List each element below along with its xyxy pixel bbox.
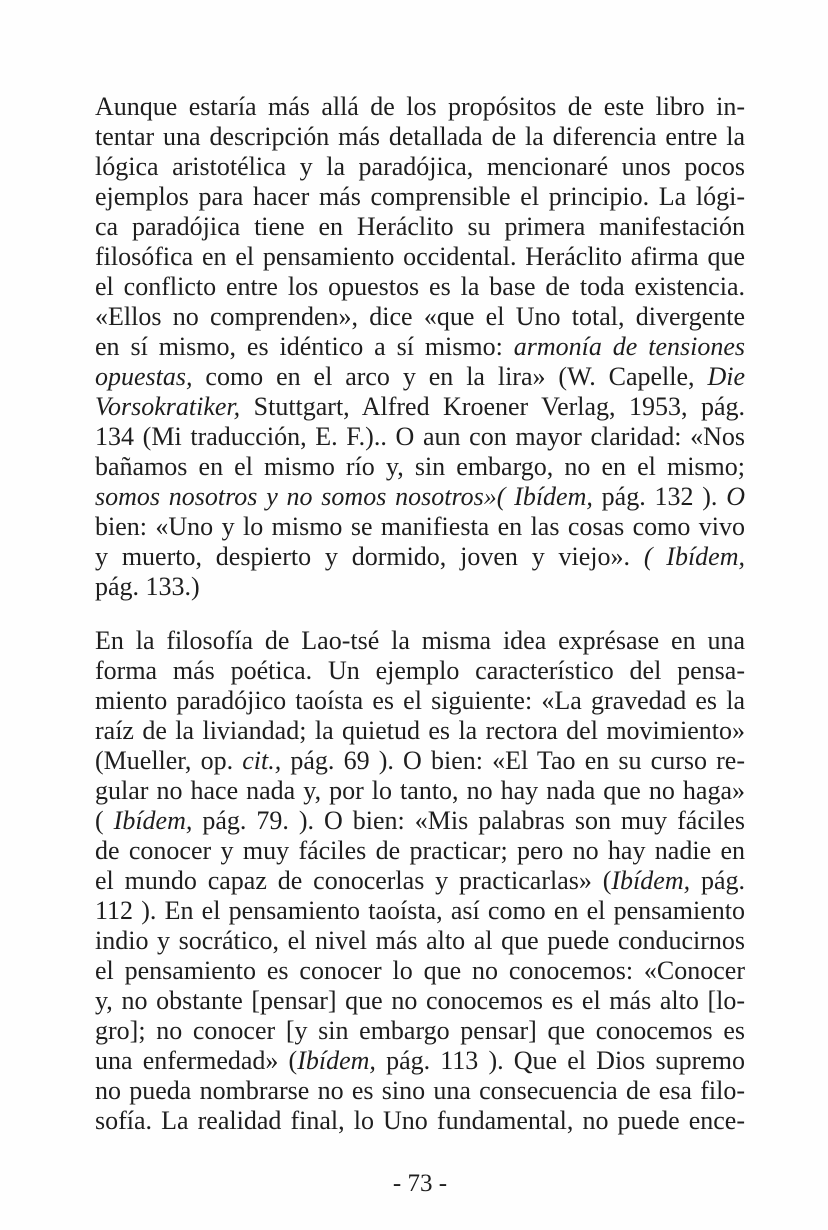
- text-line: [95, 716, 745, 746]
- regular-text: pág. 69 ). O bien: «El Tao en su curso re-: [281, 746, 745, 775]
- regular-text: pág. 133.): [95, 572, 200, 601]
- paragraph: [95, 92, 745, 602]
- italic-text: Ibídem,: [113, 806, 193, 835]
- regular-text: raíz de la liviandad; la quietud es la rectora del movimiento»: [95, 716, 745, 745]
- regular-text: filosófica en el pensamiento occidental. Heráclito afirma que: [95, 242, 745, 271]
- text-line: [95, 182, 745, 212]
- text-line: [95, 776, 745, 806]
- regular-text: de conocer y muy fáciles de practicar; pero no hay nadie en: [95, 836, 745, 865]
- text-line: [95, 926, 745, 956]
- page-number: - 73 -: [392, 1170, 448, 1197]
- text-line: [95, 452, 745, 482]
- regular-text: en sí mismo, es idéntico a sí mismo:: [95, 332, 514, 361]
- text-line: [95, 626, 745, 656]
- regular-text: pág. 113 ). Que el Dios supremo: [375, 1046, 745, 1075]
- text-line: [95, 686, 745, 716]
- italic-text: somos nosotros y no somos nosotros»( Ibídem,: [95, 482, 593, 511]
- text-line: [95, 1046, 745, 1076]
- text-line: [95, 122, 745, 152]
- italic-text: opuestas,: [95, 362, 193, 391]
- regular-text: indio y socrático, el nivel más alto al que puede conducirnos: [95, 926, 745, 955]
- text-line: [95, 866, 745, 896]
- regular-text: «Ellos no comprenden», dice «que el Uno total, divergente: [95, 302, 745, 331]
- text-line: [95, 92, 745, 122]
- text-line: [95, 362, 745, 392]
- regular-text: sofía. La realidad final, lo Uno fundamental, no puede ence-: [95, 1106, 745, 1135]
- regular-text: ejemplos para hacer más comprensible el principio. La lógi-: [95, 182, 745, 211]
- text-line: [95, 806, 745, 836]
- text-line: [95, 332, 745, 362]
- regular-text: una enfermedad» (: [95, 1046, 298, 1075]
- regular-text: miento paradójico taoísta es el siguiente: «La gravedad es la: [95, 686, 745, 715]
- text-line: [95, 242, 745, 272]
- text-line: [95, 836, 745, 866]
- text-line: [95, 152, 745, 182]
- regular-text: En la filosofía de Lao-tsé la misma idea exprésase en una: [95, 626, 745, 655]
- regular-text: el mundo capaz de conocerlas y practicarlas» (: [95, 866, 612, 895]
- italic-text: O: [726, 482, 745, 511]
- italic-text: cit.,: [242, 746, 282, 775]
- regular-text: 112 ). En el pensamiento taoísta, así como en el pensamiento: [95, 896, 745, 925]
- italic-text: Ibídem,: [611, 866, 691, 895]
- italic-text: Die: [707, 362, 745, 391]
- text-line: [95, 302, 745, 332]
- regular-text: forma más poética. Un ejemplo característico del pensa-: [95, 656, 745, 685]
- regular-text: no pueda nombrarse no es sino una consecuencia de esa filo-: [95, 1076, 745, 1105]
- text-line: [95, 656, 745, 686]
- text-line: [95, 746, 745, 776]
- text-line: [95, 956, 745, 986]
- text-line: [95, 896, 745, 926]
- regular-text: pág.: [690, 866, 746, 895]
- regular-text: y, no obstante [pensar] que no conocemos es el más alto [lo-: [95, 986, 745, 1015]
- regular-text: como en el arco y en la lira» (W. Capelle,: [192, 362, 708, 391]
- text-line: [95, 542, 745, 572]
- regular-text: 134 (Mi traducción, E. F.).. O aun con mayor claridad: «Nos: [95, 422, 745, 451]
- text-line: [95, 392, 745, 422]
- regular-text: pág. 132 ).: [592, 482, 727, 511]
- body-text: [95, 92, 745, 1160]
- text-line: [95, 212, 745, 242]
- text-line: [95, 986, 745, 1016]
- text-line: [95, 1076, 745, 1106]
- regular-text: y muerto, despierto y dormido, joven y viejo».: [95, 542, 644, 571]
- regular-text: ca paradójica tiene en Heráclito su primera manifestación: [95, 212, 745, 241]
- regular-text: Aunque estaría más allá de los propósitos de este libro in-: [95, 92, 745, 121]
- italic-text: Ibídem,: [297, 1046, 376, 1075]
- italic-text: armonía de tensiones: [513, 332, 745, 361]
- text-line: [95, 1106, 745, 1136]
- text-line: [95, 512, 745, 542]
- italic-text: ( Ibídem,: [643, 542, 745, 571]
- regular-text: (Mueller, op.: [95, 746, 243, 775]
- regular-text: pág. 79. ). O bien: «Mis palabras son muy fáciles: [192, 806, 745, 835]
- text-line: [95, 272, 745, 302]
- regular-text: el pensamiento es conocer lo que no conocemos: «Conocer: [95, 956, 745, 985]
- regular-text: gro]; no conocer [y sin embargo pensar] que conocemos es: [95, 1016, 745, 1045]
- regular-text: gular no hace nada y, por lo tanto, no hay nada que no haga»: [95, 776, 745, 805]
- regular-text: bañamos en el mismo río y, sin embargo, no en el mismo;: [95, 452, 745, 481]
- regular-text: lógica aristotélica y la paradójica, mencionaré unos pocos: [95, 152, 745, 181]
- text-line: [95, 422, 745, 452]
- text-line: [95, 1016, 745, 1046]
- regular-text: Stuttgart, Alfred Kroener Verlag, 1953, pág.: [240, 392, 745, 421]
- paragraph: [95, 626, 745, 1136]
- regular-text: tentar una descripción más detallada de la diferencia entre la: [95, 122, 745, 151]
- regular-text: (: [95, 806, 114, 835]
- regular-text: bien: «Uno y lo mismo se manifiesta en las cosas como vivo: [95, 512, 745, 541]
- text-line: [95, 572, 745, 602]
- italic-text: Vorsokratiker,: [95, 392, 241, 421]
- regular-text: el conflicto entre los opuestos es la base de toda existencia.: [95, 272, 745, 301]
- text-line: [95, 482, 745, 512]
